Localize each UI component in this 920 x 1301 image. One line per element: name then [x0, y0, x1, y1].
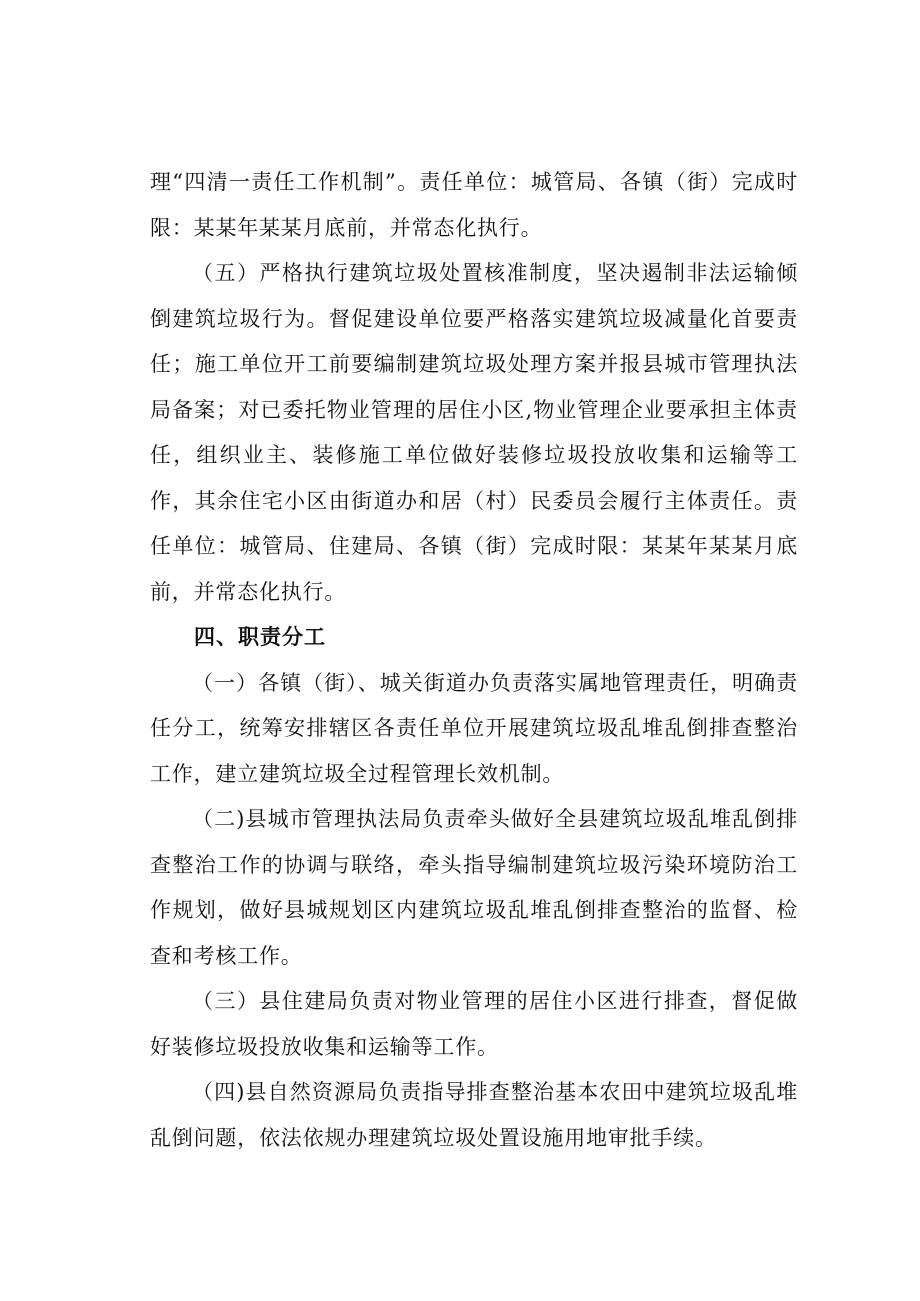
paragraph-continuation: 理“四清一责任工作机制”。责任单位：城管局、各镇（街）完成时限：某某年某某月底前，并常态化执行。 — [150, 170, 798, 240]
paragraph-duty-2: （二)县城市管理执法局负责牵头做好全县建筑垃圾乱堆乱倒排查整治工作的协调与联络，牵头指导编制建筑垃圾污染环境防治工作规划，做好县城规划区内建筑垃圾乱堆乱倒排查整治的监督、检查和考核工作。 — [150, 807, 798, 968]
paragraph-duty-3: （三）县住建局负责对物业管理的居住小区进行排查，督促做好装修垃圾投放收集和运输等工作。 — [150, 989, 798, 1059]
paragraph-duty-4: （四)县自然资源局负责指导排查整治基本农田中建筑垃圾乱堆乱倒问题，依法依规办理建筑垃圾处置设施用地审批手续。 — [150, 1080, 798, 1150]
document-body — [150, 160, 798, 1161]
section-heading: 四、职责分工 — [194, 625, 326, 649]
paragraph-duty-1: （一）各镇（街）、城关街道办负责落实属地管理责任，明确责任分工，统筹安排辖区各责任单位开展建筑垃圾乱堆乱倒排查整治工作，建立建筑垃圾全过程管理长效机制。 — [150, 670, 798, 786]
paragraph-item-5: （五）严格执行建筑垃圾处置核准制度，坚决遏制非法运输倾倒建筑垃圾行为。督促建设单位要严格落实建筑垃圾减量化首要责任；施工单位开工前要编制建筑垃圾处理方案并报县城市管理执法局备案；对已委托物业管理的居住小区,物业管理企业要承担主体责任，组织业主、装修施工单位做好装修垃圾投放收集和运输等工作，其余住宅小区由街道办和居（村）民委员会履行主体责任。责任单位：城管局、住建局、各镇（街）完成时限：某某年某某月底前，并常态化执行。 — [150, 261, 798, 604]
